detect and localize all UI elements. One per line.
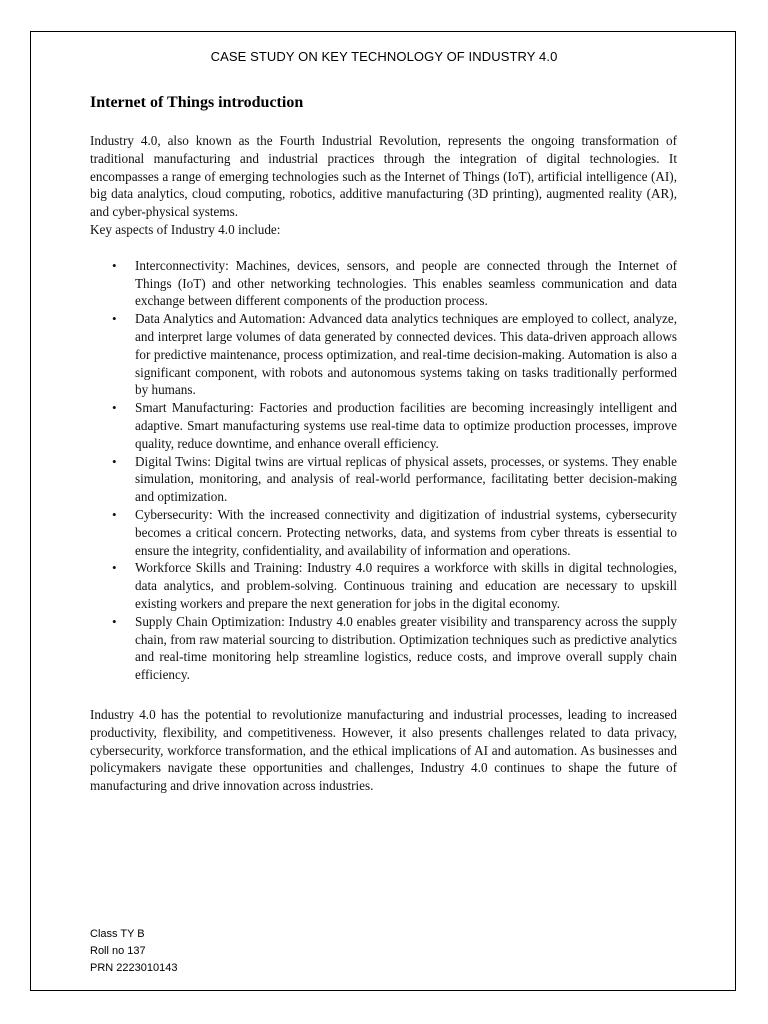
bullet-icon: • (112, 613, 117, 629)
list-item-text: Workforce Skills and Training: Industry 4.0 requires a workforce with skills in digital technologies, data analytics, and problem-solving. Continuous training and education are necessary to upskill existing workers and prepare the next generation for jobs in the digital economy. (135, 560, 677, 611)
intro-paragraph: Industry 4.0, also known as the Fourth Industrial Revolution, represents the ongoing transformation of traditional manufacturing and industrial practices through the integration of digital technologies. It encompasses a range of emerging technologies such as the Internet of Things (IoT), artificial intelligence (AI), big data analytics, cloud computing, robotics, additive manufacturing (3D printing), augmented reality (AR), and cyber-physical systems. (90, 133, 677, 220)
conclusion-paragraph: Industry 4.0 has the potential to revolutionize manufacturing and industrial processes, leading to increased productivity, flexibility, and competitiveness. However, it also presents challenges related to data privacy, cybersecurity, workforce transformation, and the ethical implications of AI and automation. As businesses and policymakers navigate these opportunities and challenges, Industry 4.0 continues to shape the future of manufacturing and drive innovation across industries. (90, 706, 677, 794)
bullet-icon: • (112, 400, 117, 416)
list-item-text: Digital Twins: Digital twins are virtual replicas of physical assets, processes, or systems. They enable simulation, monitoring, and analysis of real-world performance, facilitating better decision-making and optimization. (135, 453, 677, 505)
aspects-list (90, 257, 677, 684)
bullet-icon: • (112, 453, 117, 469)
list-item (90, 399, 677, 452)
section-heading: Internet of Things introduction (90, 94, 304, 111)
list-item (90, 310, 677, 399)
bullet-icon: • (112, 311, 117, 327)
list-item (90, 613, 677, 684)
class-line: Class TY B (90, 928, 145, 940)
bullet-icon: • (112, 506, 117, 522)
list-item-text: Data Analytics and Automation: Advanced data analytics techniques are employed to collect, analyze, and interpret large volumes of data generated by connected devices. This data-driven approach allows for predictive maintenance, process optimization, and real-time decision-making. Automation is also a significant component, with robots and autonomous systems taking on tasks traditionally performed by humans. (135, 311, 677, 398)
list-item (90, 506, 677, 559)
prn-line: PRN 2223010143 (90, 962, 178, 974)
list-item-text: Supply Chain Optimization: Industry 4.0 enables greater visibility and transparency across the supply chain, from raw material sourcing to distribution. Optimization techniques such as predictive analytics and real-time monitoring help streamline logistics, reduce costs, and improve overall supply chain efficiency. (135, 613, 677, 683)
aspects-lead-in: Key aspects of Industry 4.0 include: (90, 221, 281, 237)
list-item-text: Interconnectivity: Machines, devices, sensors, and people are connected through the Internet of Things (IoT) and other networking technologies. This enables seamless communication and data exchange between different components of the production process. (135, 257, 677, 309)
document-title: CASE STUDY ON KEY TECHNOLOGY OF INDUSTRY 4.0 (210, 49, 558, 64)
list-item (90, 559, 677, 612)
list-item (90, 257, 677, 310)
list-item (90, 453, 677, 506)
bullet-icon: • (112, 560, 117, 576)
student-info (90, 926, 177, 977)
document-body (90, 92, 677, 795)
list-item-text: Smart Manufacturing: Factories and production facilities are becoming increasingly intelligent and adaptive. Smart manufacturing systems use real-time data to optimize production processes, improve quality, reduce downtime, and enhance overall efficiency. (135, 400, 677, 451)
list-item-text: Cybersecurity: With the increased connectivity and digitization of industrial systems, cybersecurity becomes a critical concern. Protecting networks, data, and systems from cyber threats is essential to ensure the integrity, confidentiality, and availability of information and operations. (135, 506, 677, 558)
bullet-icon: • (112, 257, 117, 273)
roll-number-line: Roll no 137 (90, 945, 146, 957)
